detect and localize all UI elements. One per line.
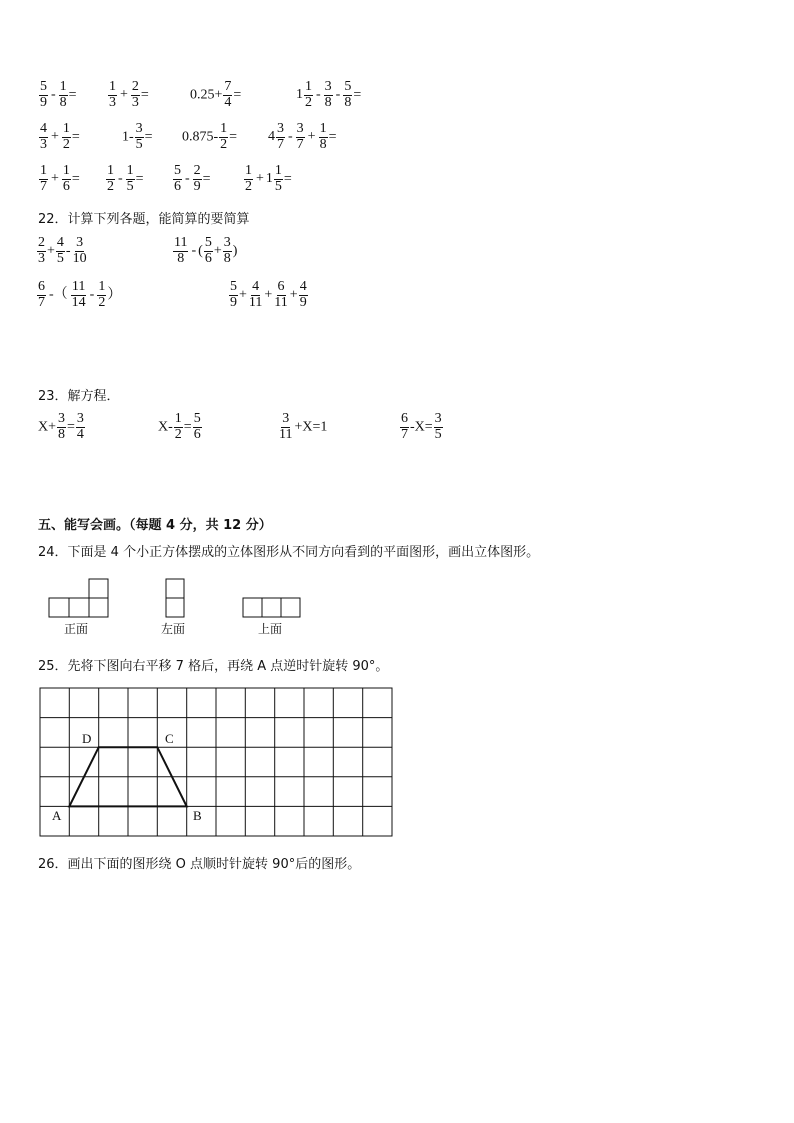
q26-title: 26．画出下面的图形绕 O 点顺时针旋转 90°后的图形。	[38, 857, 361, 872]
label-front: 正面	[64, 622, 89, 636]
section-5-title: 五、能写会画。（每题 4 分，共 12 分）	[38, 518, 272, 533]
expr-r1-1: $\frac{5}{9}$ - $\frac{1}{8}$ =	[40, 79, 77, 110]
point-c-label: C	[165, 731, 174, 746]
expr-r3-2: $\frac{1}{2}$ - $\frac{1}{5}$ =	[107, 163, 144, 194]
q23-eq-4: $\frac{6}{7}$ -X= $\frac{3}{5}$	[401, 411, 442, 442]
expr-r1-4: 1 $\frac{1}{2}$ - $\frac{3}{8}$ - $\frac{5}{8}$ =	[296, 79, 362, 110]
expr-r1-3: 0.25+ $\frac{7}{4}$ =	[190, 79, 242, 110]
point-a-label: A	[52, 808, 62, 823]
label-top: 上面	[258, 622, 283, 636]
q22-title: 22．计算下列各题，能简算的要简算	[38, 212, 250, 227]
expr-r3-4: $\frac{1}{2}$ + 1 $\frac{1}{5}$ =	[245, 163, 292, 194]
q22-expr-4: $\frac{5}{9}$ + $\frac{4}{11}$ + $\frac{6}{11}$ + $\frac{4}{9}$	[230, 279, 307, 310]
q22-expr-3: $\frac{6}{7}$ -（ $\frac{11}{14}$ - $\frac{1}{2}$ ）	[38, 279, 122, 310]
q23-eq-1: X+ $\frac{3}{8}$ = $\frac{3}{4}$	[38, 411, 84, 442]
expr-r2-1: $\frac{4}{3}$ + $\frac{1}{2}$ =	[40, 121, 80, 152]
expr-r3-1: $\frac{1}{7}$ + $\frac{1}{6}$ =	[40, 163, 80, 194]
q25-title: 25．先将下图向右平移 7 格后，再绕 A 点逆时针旋转 90°。	[38, 659, 389, 674]
label-left: 左面	[161, 622, 186, 636]
expr-r2-3: 0.875- $\frac{1}{2}$ =	[182, 121, 238, 152]
point-d-label: D	[82, 731, 92, 746]
q23-eq-2: X- $\frac{1}{2}$ = $\frac{5}{6}$	[158, 411, 201, 442]
q24-title: 24．下面是 4 个小正方体摆成的立体图形从不同方向看到的平面图形，画出立体图形。	[38, 545, 540, 560]
expr-r3-3: $\frac{5}{6}$ - $\frac{2}{9}$ =	[174, 163, 211, 194]
point-b-label: B	[193, 808, 202, 823]
q23-eq-3: $\frac{3}{11}$ +X=1	[279, 411, 328, 442]
expr-r1-2: $\frac{1}{3}$ + $\frac{2}{3}$ =	[109, 79, 149, 110]
q22-expr-1: $\frac{2}{3}$ + $\frac{4}{5}$ - $\frac{3}{10}$	[38, 235, 87, 266]
q22-expr-2: $\frac{11}{8}$ - ( $\frac{5}{6}$ + $\frac{3}{8}$ )	[174, 235, 238, 266]
q23-title: 23．解方程．	[38, 389, 120, 404]
expr-r2-2: 1- $\frac{3}{5}$ =	[122, 121, 153, 152]
expr-r2-4: 4 $\frac{3}{7}$ - $\frac{3}{7}$ + $\frac{1}{8}$ =	[268, 121, 337, 152]
